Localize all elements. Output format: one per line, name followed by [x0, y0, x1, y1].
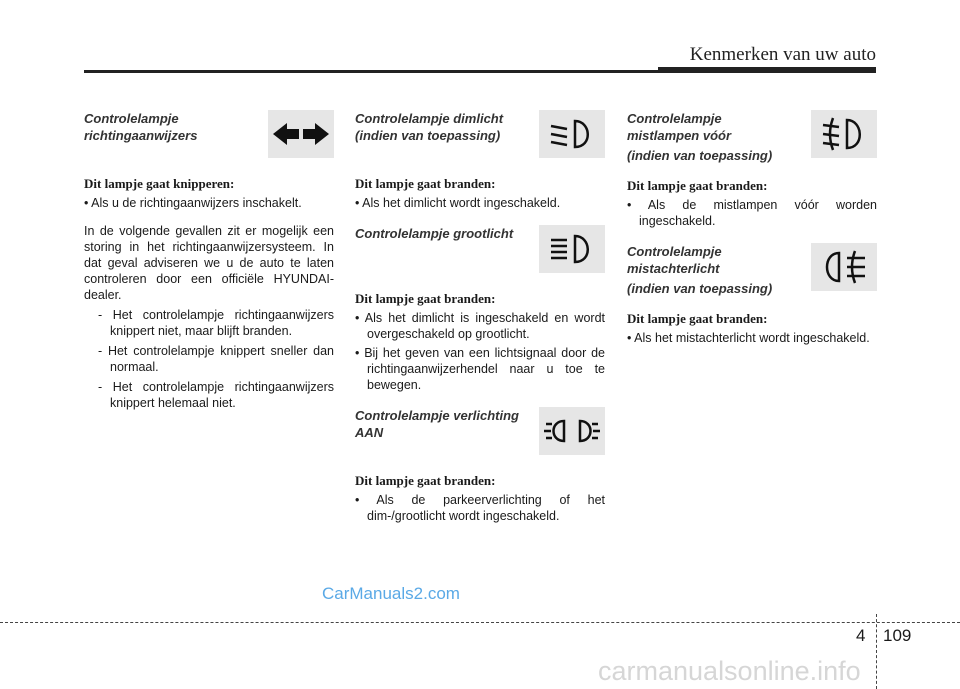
subhead: Dit lampje gaat branden:: [627, 178, 768, 193]
column-fog-lights: [627, 110, 877, 349]
bullet-text: • Als de mistlampen vóór worden ingeschakeld.: [627, 198, 877, 228]
section-title: Controlelampje grootlicht: [355, 226, 514, 241]
subhead: Dit lampje gaat branden:: [355, 473, 496, 488]
subhead: Dit lampje gaat knipperen:: [84, 176, 235, 191]
front-fog-light-icon: [811, 110, 877, 158]
bullet-text: • Als de parkeerverlichting of het dim-/grootlicht wordt ingeschakeld.: [355, 493, 605, 523]
rear-fog-light-icon: [811, 243, 877, 291]
lights-on-section: [355, 407, 605, 459]
footer-rule: [0, 622, 960, 623]
subhead: Dit lampje gaat branden:: [627, 311, 768, 326]
bullet-text: • Als het dimlicht wordt ingeschakeld.: [355, 196, 561, 210]
dash-item: - Het controlelampje richtingaanwijzers knippert niet, maar blijft branden.: [98, 308, 334, 338]
watermark-text: carmanualsonline.info: [598, 656, 861, 686]
page-number: 109: [883, 626, 912, 645]
bullet-text: • Als u de richtingaanwijzers inschakelt.: [84, 196, 302, 210]
dash-item: - Het controlelampje knippert sneller dan normaal.: [98, 344, 334, 374]
high-beam-section: [355, 225, 605, 277]
dash-item: - Het controlelampje richtingaanwijzers knippert helemaal niet.: [98, 380, 334, 410]
column-beams: [355, 110, 605, 527]
low-beam-icon: [539, 110, 605, 158]
section-title: Controlelampje richtingaanwijzers: [84, 111, 198, 143]
low-beam-section: [355, 110, 605, 162]
section-title: Controlelampje verlichting AAN: [355, 408, 519, 440]
high-beam-icon: [539, 225, 605, 273]
header-rule: [84, 70, 658, 73]
chapter-number: 4: [856, 626, 866, 645]
turn-signal-arrows-icon: [268, 110, 334, 158]
section-subtitle: (indien van toepassing): [627, 148, 773, 163]
parking-lights-icon: [539, 407, 605, 455]
section-title: Controlelampje mistlampen vóór: [627, 111, 732, 143]
front-fog-section: [627, 110, 877, 164]
rear-fog-section: [627, 243, 877, 297]
subhead: Dit lampje gaat branden:: [355, 176, 496, 191]
section-title: Controlelampje dimlicht (indien van toepassing): [355, 111, 504, 143]
page-header-title: Kenmerken van uw auto: [689, 44, 876, 65]
bullet-text: • Bij het geven van een lichtsignaal door de richtingaanwijzerhendel naar u toe te bewegen.: [355, 346, 605, 392]
bullet-text: • Als het mistachterlicht wordt ingeschakeld.: [627, 331, 870, 345]
section-title: Controlelampje mistachterlicht: [627, 244, 722, 276]
section-subtitle: (indien van toepassing): [627, 281, 773, 296]
column-turn-signal: [84, 110, 334, 411]
subhead: Dit lampje gaat branden:: [355, 291, 496, 306]
paragraph: In de volgende gevallen zit er mogelijk een storing in het richtingaanwijzersysteem. In dat geval adviseren we u de auto te laten controleren door een officiële HYUNDAI-dealer.: [84, 224, 334, 302]
turn-signal-section: [84, 110, 334, 162]
watermark-link[interactable]: CarManuals2.com: [322, 584, 460, 603]
bullet-text: • Als het dimlicht is ingeschakeld en wordt overgeschakeld op grootlicht.: [355, 311, 605, 341]
footer-divider: [876, 614, 877, 689]
header-rule-accent: [658, 67, 876, 73]
